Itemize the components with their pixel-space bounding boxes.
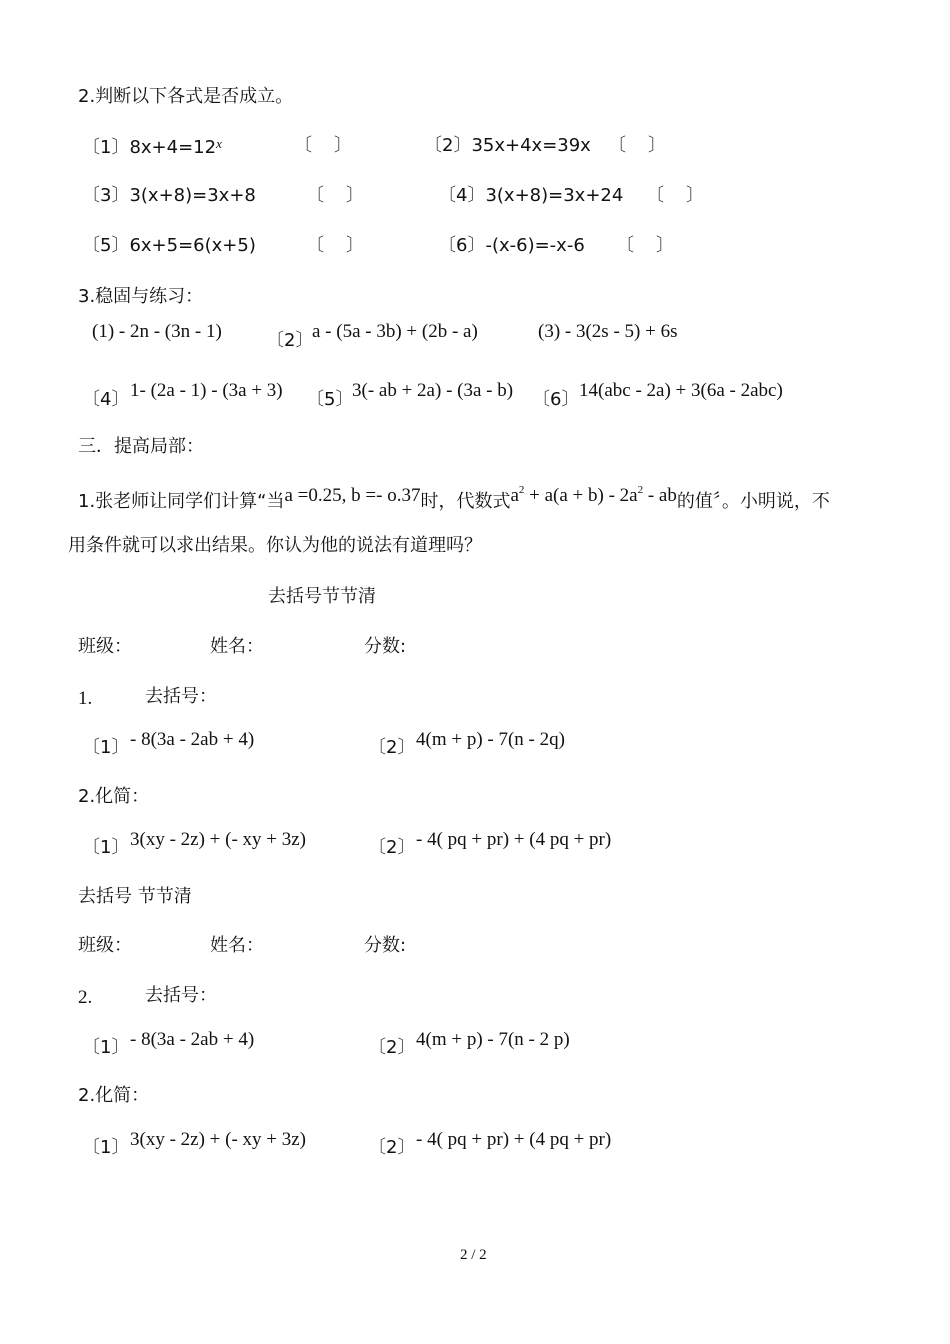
q2-item-4: [438, 187, 623, 205]
answer-blank[interactable]: 〔 〕: [306, 235, 366, 256]
quiz2-s1-expr-1: - 8(3a - 2ab + 4): [130, 1029, 255, 1050]
item-expression: 8x+4=12: [129, 137, 217, 158]
section-number: 1.: [78, 688, 93, 709]
question-text: 的值〞。小明说，不: [676, 491, 830, 512]
item-label: 〔1〕: [82, 1137, 130, 1158]
answer-blank[interactable]: 〔 〕: [294, 135, 354, 156]
question-text: 1.张老师让同学们计算“当: [78, 491, 285, 512]
item-expression: 3(x+8)=3x+24: [485, 185, 624, 206]
quiz1-s2-expr-2: - 4( pq + pr) + (4 pq + pr): [416, 829, 612, 850]
page-number: 2 / 2: [460, 1247, 487, 1263]
part3-question-line1: [78, 485, 830, 511]
item-expression: 35x+4x=39x: [471, 135, 591, 156]
section-title: 2.化简：: [78, 786, 150, 807]
score-label: 分数:: [364, 636, 407, 657]
name-label: 姓名：: [210, 636, 264, 657]
q2-item-6: [438, 237, 585, 255]
section-number: 2.: [78, 987, 93, 1008]
quiz2-s1-expr-2: 4(m + p) - 7(n - 2 p): [416, 1029, 570, 1050]
class-label: 班级：: [78, 636, 132, 657]
q2-title: 2.判断以下各式是否成立。: [78, 86, 294, 107]
answer-blank[interactable]: 〔 〕: [616, 235, 676, 256]
item-label: 〔2〕: [266, 330, 314, 351]
quiz-heading: 去括号节节清: [268, 586, 376, 607]
part3-title: 三．提高局部：: [78, 436, 204, 457]
item-label: 〔6〕: [532, 389, 580, 410]
item-label: 〔1〕: [82, 137, 130, 158]
item-label: 〔5〕: [82, 235, 130, 256]
q3-item-6: 14(abc - 2a) + 3(6a - 2abc): [579, 380, 783, 401]
class-label: 班级：: [78, 935, 132, 956]
item-label: 〔4〕: [438, 185, 486, 206]
q2-item-1: [82, 137, 222, 157]
item-label: (1): [92, 321, 115, 342]
item-expression: 3(x+8)=3x+8: [129, 185, 256, 206]
item-label: 〔6〕: [438, 235, 486, 256]
score-label: 分数:: [364, 935, 407, 956]
name-label: 姓名：: [210, 935, 264, 956]
item-label: 〔2〕: [368, 837, 416, 858]
quiz-heading: 去括号 节节清: [78, 886, 192, 907]
answer-blank[interactable]: 〔 〕: [646, 185, 706, 206]
item-expression: - 2n - (3n - 1): [118, 321, 222, 342]
section-title: 去括号：: [145, 686, 217, 707]
item-expression-tail: x: [216, 136, 222, 151]
item-expression: -(x-6)=-x-6: [485, 235, 585, 256]
q3-item-5: 3(- ab + 2a) - (3a - b): [352, 380, 514, 401]
q3-item-2: a - (5a - 3b) + (2b - a): [312, 321, 478, 342]
q3-item-4: 1- (2a - 1) - (3a + 3): [130, 380, 283, 401]
q2-item-2: [424, 137, 591, 155]
quiz1-s1-expr-1: - 8(3a - 2ab + 4): [130, 729, 255, 750]
item-expression: - 3(2s - 5) + 6s: [564, 321, 678, 342]
quiz2-s2-expr-1: 3(xy - 2z) + (- xy + 3z): [130, 1129, 307, 1150]
section-title: 去括号：: [145, 985, 217, 1006]
answer-blank[interactable]: 〔 〕: [608, 135, 668, 156]
q3-title: 3.稳固与练习：: [78, 286, 204, 307]
q2-item-5: [82, 237, 256, 255]
quiz1-s1-expr-2: 4(m + p) - 7(n - 2q): [416, 729, 565, 750]
algebraic-expression: $a^2 + a(a + b) - 2a^2$ - ab: [510, 484, 677, 506]
section-title: 2.化简：: [78, 1085, 150, 1106]
item-label: 〔1〕: [82, 837, 130, 858]
part3-question-line2: 用条件就可以求出结果。你认为他的说法有道理吗？: [68, 535, 482, 556]
question-text: 时，代数式: [420, 491, 511, 512]
item-label: 〔1〕: [82, 737, 130, 758]
q3-item-3: [538, 322, 677, 341]
answer-blank[interactable]: 〔 〕: [306, 185, 366, 206]
item-label: 〔4〕: [82, 389, 130, 410]
condition-expression: a =0.25, b =- o.37: [284, 485, 421, 506]
item-label: (3): [538, 321, 561, 342]
item-label: 〔2〕: [368, 737, 416, 758]
quiz1-s2-expr-1: 3(xy - 2z) + (- xy + 3z): [130, 829, 307, 850]
item-label: 〔5〕: [306, 389, 354, 410]
q2-item-3: [82, 187, 256, 205]
item-label: 〔2〕: [424, 135, 472, 156]
item-label: 〔1〕: [82, 1037, 130, 1058]
quiz2-s2-expr-2: - 4( pq + pr) + (4 pq + pr): [416, 1129, 612, 1150]
item-label: 〔2〕: [368, 1137, 416, 1158]
q3-item-1: [92, 322, 222, 341]
item-expression: 6x+5=6(x+5): [129, 235, 256, 256]
item-label: 〔2〕: [368, 1037, 416, 1058]
item-label: 〔3〕: [82, 185, 130, 206]
